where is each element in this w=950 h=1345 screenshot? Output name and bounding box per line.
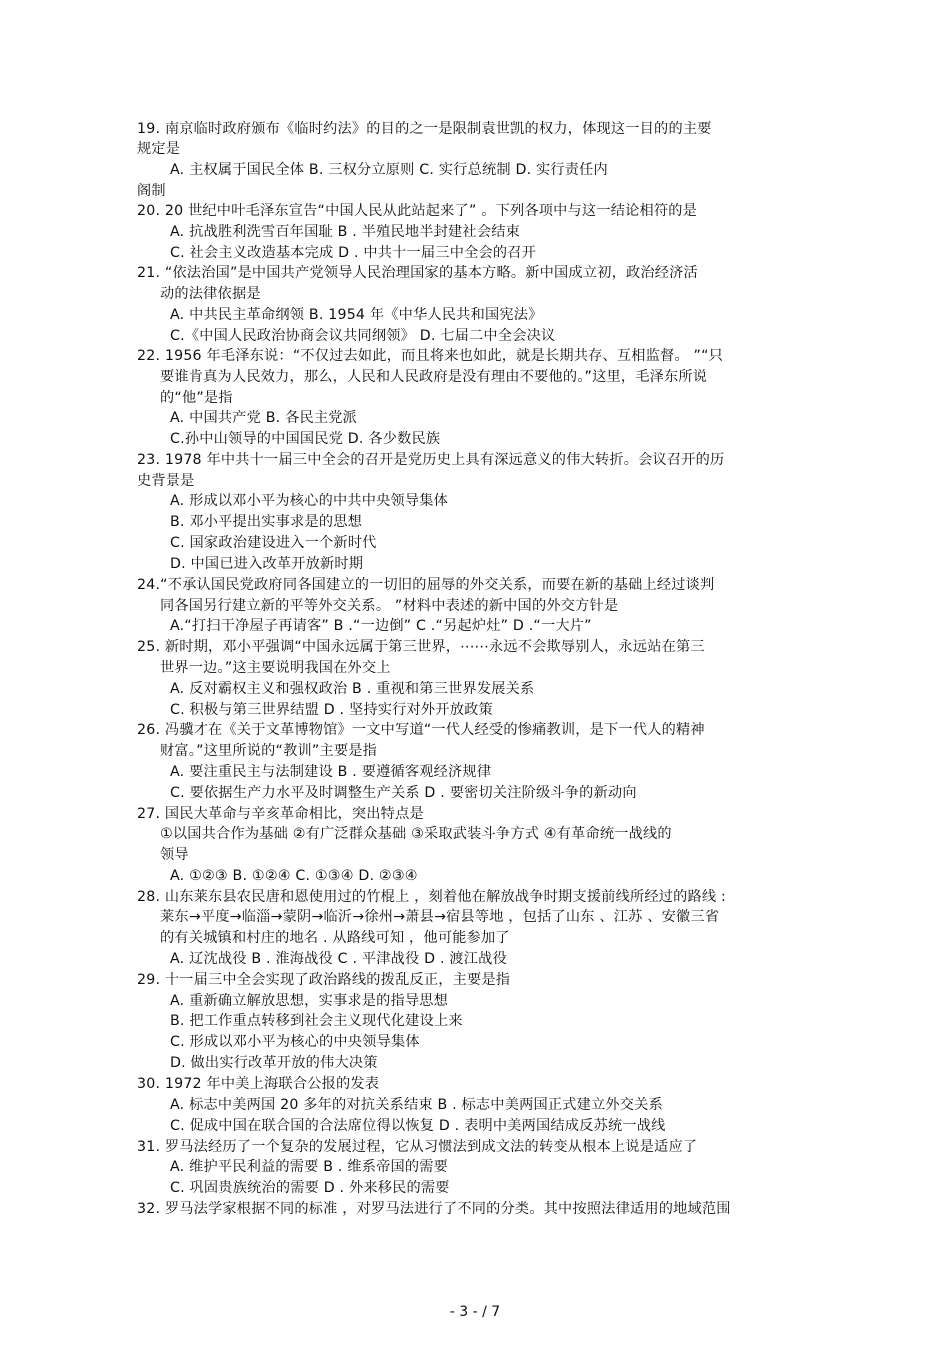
text-line: C. 积极与第三世界结盟 D . 坚持实行对外开放政策 — [170, 702, 493, 718]
text-line: C. 巩固贵族统治的需要 D . 外来移民的需要 — [170, 1180, 450, 1196]
text-line: 莱东→平度→临淄→蒙阴→临沂→徐州→萧县→宿县等地 ，包括了山东 、江苏 、安徽三省 — [160, 909, 720, 925]
text-line: 的有关城镇和村庄的地名 . 从路线可知 ，他可能参加了 — [160, 930, 510, 946]
text-line: C. 形成以邓小平为核心的中央领导集体 — [170, 1034, 420, 1050]
text-line: A. 标志中美两国 20 多年的对抗关系结束 B . 标志中美两国正式建立外交关系 — [170, 1097, 663, 1113]
text-line: C. 社会主义改造基本完成 D . 中共十一届三中全会的召开 — [170, 245, 537, 261]
question-24: 24.“不承认国民党政府同各国建立的一切旧的屈辱的外交关系，而要在新的基础上经过谈判 — [137, 577, 715, 593]
text-line: A. 维护平民利益的需要 B . 维系帝国的需要 — [170, 1159, 449, 1175]
question-25: 25. 新时期，邓小平强调“中国永远属于第三世界，⋯⋯永远不会欺辱别人，永远站在第三 — [137, 639, 705, 655]
text-line: 史背景是 — [137, 473, 195, 489]
question-19: 19. 南京临时政府颁布《临时约法》的目的之一是限制袁世凯的权力，体现这一目的的主要 — [137, 121, 712, 137]
question-28: 28. 山东莱东县农民唐和恩使用过的竹棍上 ，刻着他在解放战争时期支援前线所经过的路线 : — [137, 889, 726, 905]
text-line: B. 邓小平提出实事求是的思想 — [170, 514, 363, 530]
text-line: C.《中国人民政治协商会议共同纲领》 D. 七届二中全会决议 — [170, 328, 556, 344]
question-23: 23. 1978 年中共十一届三中全会的召开是党历史上具有深远意义的伟大转折。会议召开的历 — [137, 452, 725, 468]
text-line: 阁制 — [137, 183, 166, 199]
question-29: 29. 十一届三中全会实现了政治路线的拨乱反正，主要是指 — [137, 972, 511, 988]
question-30: 30. 1972 年中美上海联合公报的发表 — [137, 1076, 380, 1092]
text-line: B. 把工作重点转移到社会主义现代化建设上来 — [170, 1013, 463, 1029]
text-line: 规定是 — [137, 141, 181, 157]
question-22: 22. 1956 年毛泽东说：“不仅过去如此，而且将来也如此，就是长期共存、互相监督。 ”“只 — [137, 348, 724, 364]
text-line: 财富。”这里所说的“教训”主要是指 — [160, 743, 377, 759]
text-line: A. 重新确立解放思想，实事求是的指导思想 — [170, 993, 449, 1009]
text-line: 的“他”是指 — [160, 390, 233, 406]
page-number: - 3 - / 7 — [449, 1304, 501, 1320]
text-line: 要谁肯真为人民效力，那么，人民和人民政府是没有理由不要他的。”这里，毛泽东所说 — [160, 369, 708, 385]
text-line: C. 要依据生产力水平及时调整生产关系 D . 要密切关注阶级斗争的新动向 — [170, 785, 637, 801]
text-line: A. 要注重民主与法制建设 B . 要遵循客观经济规律 — [170, 764, 492, 780]
text-line: A. 抗战胜利洗雪百年国耻 B . 半殖民地半封建社会结束 — [170, 224, 520, 240]
text-line: A.“打扫干净屋子再请客” B .“一边倒” C .“另起炉灶” D .“一大片” — [170, 618, 592, 634]
question-26: 26. 冯骥才在《关于文革博物馆》一文中写道“一代人经受的惨痛教训，是下一代人的精神 — [137, 722, 705, 738]
question-31: 31. 罗马法经历了一个复杂的发展过程，它从习惯法到成文法的转变从根本上说是适应了 — [137, 1139, 698, 1155]
text-line: A. 反对霸权主义和强权政治 B . 重视和第三世界发展关系 — [170, 681, 535, 697]
text-line: ①以国共合作为基础 ②有广泛群众基础 ③采取武装斗争方式 ④有革命统一战线的 — [160, 826, 672, 842]
text-line: 世界一边。”这主要说明我国在外交上 — [160, 660, 391, 676]
text-line: A. 形成以邓小平为核心的中共中央领导集体 — [170, 493, 449, 509]
text-line: C. 促成中国在联合国的合法席位得以恢复 D . 表明中美两国结成反苏统一战线 — [170, 1118, 666, 1134]
text-line: A. 辽沈战役 B . 淮海战役 C . 平津战役 D . 渡江战役 — [170, 951, 507, 967]
text-line: 动的法律依据是 — [160, 286, 261, 302]
text-line: D. 中国已进入改革开放新时期 — [170, 556, 364, 572]
text-line: A. ①②③ B. ①②④ C. ①③④ D. ②③④ — [170, 868, 418, 884]
text-line: C. 国家政治建设进入一个新时代 — [170, 535, 377, 551]
question-20: 20. 20 世纪中叶毛泽东宣告“中国人民从此站起来了” 。下列各项中与这一结论相符的是 — [137, 203, 698, 219]
text-line: 领导 — [160, 847, 189, 863]
text-line: A. 中共民主革命纲领 B. 1954 年《中华人民共和国宪法》 — [170, 307, 543, 323]
text-line: D. 做出实行改革开放的伟大决策 — [170, 1055, 378, 1071]
question-21: 21. “依法治国”是中国共产党领导人民治理国家的基本方略。新中国成立初，政治经济活 — [137, 265, 698, 281]
text-line: A. 主权属于国民全体 B. 三权分立原则 C. 实行总统制 D. 实行责任内 — [170, 162, 608, 178]
text-line: C.孙中山领导的中国国民党 D. 各少数民族 — [170, 431, 441, 447]
question-27: 27. 国民大革命与辛亥革命相比，突出特点是 — [137, 806, 424, 822]
question-32: 32. 罗马法学家根据不同的标准 ，对罗马法进行了不同的分类。其中按照法律适用的地域范围 — [137, 1201, 731, 1217]
text-line: A. 中国共产党 B. 各民主党派 — [170, 410, 358, 426]
text-line: 同各国另行建立新的平等外交关系。 ”材料中表述的新中国的外交方针是 — [160, 598, 619, 614]
